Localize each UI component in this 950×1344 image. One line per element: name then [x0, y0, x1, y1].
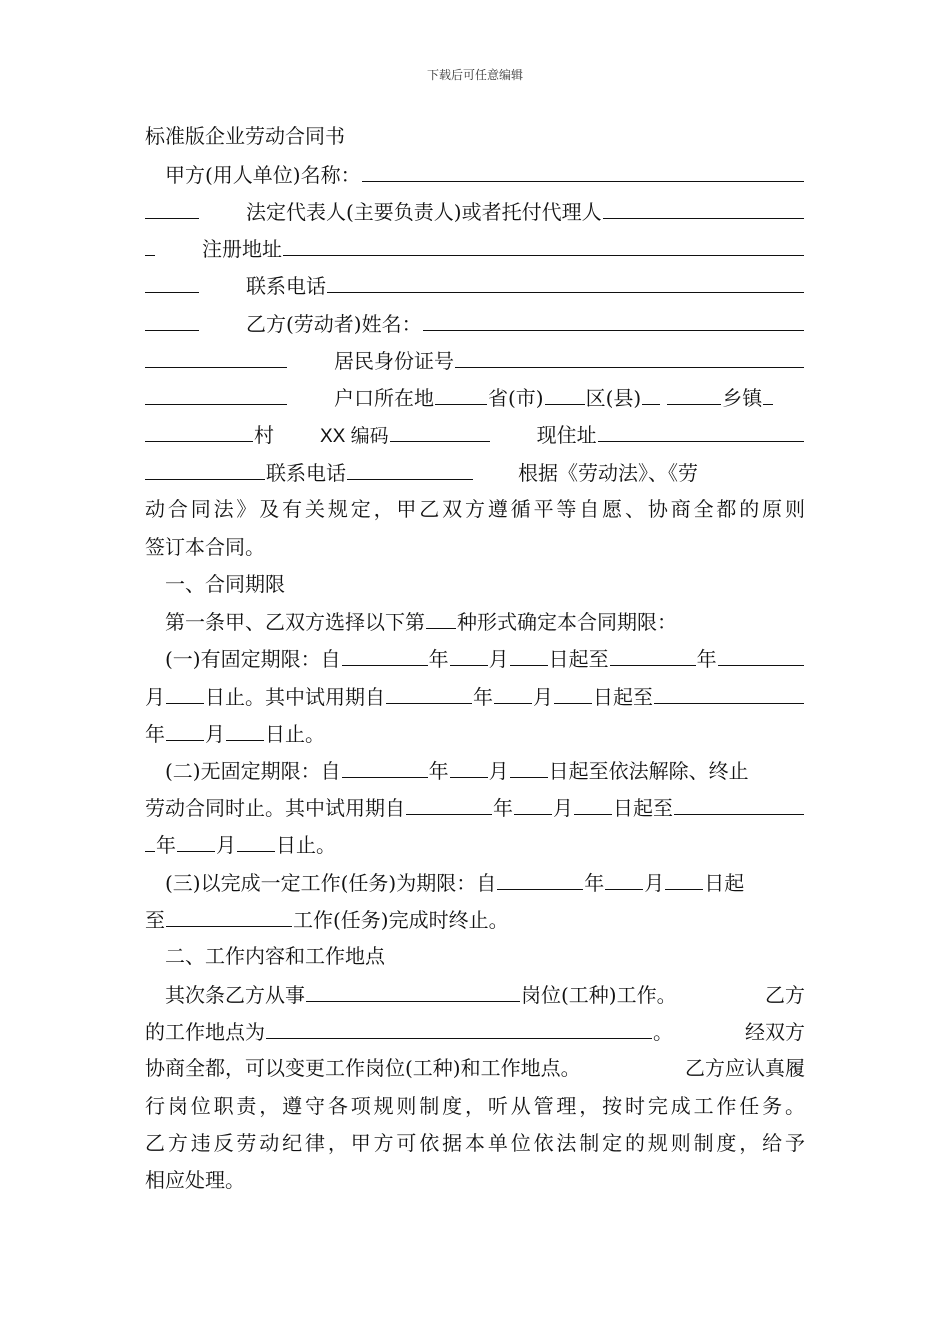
party-b-phone-label: 联系电话: [266, 461, 346, 485]
work-place-line: [145, 1017, 805, 1046]
blank[interactable]: [145, 383, 287, 405]
date-blank[interactable]: [610, 644, 696, 666]
date-blank[interactable]: [342, 756, 428, 778]
work-place-blank[interactable]: [266, 1017, 652, 1039]
preamble-line-3: 签订本合同。: [145, 535, 265, 559]
task-term-label: (三)以完成一定工作(任务)为期限：自: [165, 871, 497, 895]
blank[interactable]: [145, 197, 199, 219]
article-2-text-a: 其次条乙方从事: [165, 983, 305, 1007]
party-b-name-label: 乙方(劳动者)姓名：: [246, 312, 422, 336]
party-a-rep-line: [145, 197, 805, 226]
section-2-line-5: 乙方违反劳动纪律，甲方可依据本单位依法制定的规则制度，给予: [145, 1131, 805, 1155]
article-1-line: [145, 607, 805, 636]
date-blank[interactable]: [665, 868, 703, 890]
month-label: 月: [553, 796, 573, 820]
date-blank[interactable]: [237, 830, 275, 852]
section-1-heading: 一、合同期限: [165, 572, 285, 596]
party-b-phone-line: [145, 458, 805, 487]
section-2-line-3: [145, 1054, 805, 1082]
day-end-label: 日止。: [265, 722, 325, 746]
blank[interactable]: [642, 383, 660, 405]
day-from-label: 日起至: [613, 796, 673, 820]
province-blank[interactable]: [435, 383, 487, 405]
blank[interactable]: [145, 271, 199, 293]
month-label: 月: [533, 685, 553, 709]
party-a-phone-label: 联系电话: [246, 274, 326, 298]
village-label: 村: [254, 423, 274, 447]
work-place-text-c: 经双方: [745, 1020, 805, 1044]
year-label: 年: [156, 833, 176, 857]
party-a-address-label: 注册地址: [202, 237, 282, 261]
task-term-line-2: [145, 905, 805, 934]
day-from-short-label: 日起: [704, 871, 745, 895]
date-blank[interactable]: [386, 682, 472, 704]
year-label: 年: [584, 871, 605, 895]
blank[interactable]: [763, 383, 773, 405]
town-blank[interactable]: [667, 383, 721, 405]
date-blank[interactable]: [450, 644, 488, 666]
party-b-id-blank[interactable]: [455, 346, 804, 368]
current-address-label: 现住址: [536, 423, 597, 447]
day-end-label: 日止。: [276, 833, 336, 857]
unfixed-term-line-3: [145, 830, 805, 859]
date-blank[interactable]: [718, 644, 804, 666]
date-blank[interactable]: [510, 644, 548, 666]
party-a-rep-label: 法定代表人(主要负责人)或者托付代理人: [246, 200, 602, 224]
fixed-term-line-2: [145, 682, 805, 711]
date-blank[interactable]: [510, 756, 548, 778]
party-b-id-label: 居民身份证号: [334, 349, 454, 373]
form-choice-blank[interactable]: [426, 607, 456, 629]
party-a-phone-line: [145, 271, 805, 300]
article-2-line: [145, 980, 805, 1009]
month-label: 月: [488, 759, 509, 783]
province-label: 省(市): [488, 386, 544, 410]
fixed-term-line-3: [145, 719, 805, 748]
fixed-term-line-1: [145, 644, 805, 673]
party-b-name-line: [145, 309, 805, 338]
town-label: 乡镇: [722, 386, 763, 410]
party-a-address-blank[interactable]: [283, 234, 804, 256]
date-blank[interactable]: [177, 830, 215, 852]
page-header: 下载后可任意编辑: [426, 68, 523, 82]
unfixed-line-2-text: 劳动合同时止。其中试用期自: [145, 796, 405, 820]
district-blank[interactable]: [545, 383, 585, 405]
unfixed-end-label: 日起至依法解除、终止: [548, 759, 749, 783]
party-b-phone-blank[interactable]: [347, 458, 473, 480]
day-end-trial-label: 日止。其中试用期自: [205, 685, 385, 709]
date-blank[interactable]: [654, 682, 804, 704]
year-label: 年: [696, 647, 717, 671]
blank[interactable]: [145, 346, 287, 368]
party-a-address-line: [145, 234, 805, 263]
party-b-hukou-label: 户口所在地: [334, 386, 434, 410]
month-label: 月: [145, 685, 165, 709]
party-a-name-blank[interactable]: [362, 160, 804, 182]
blank[interactable]: [145, 309, 199, 331]
unfixed-term-label: (二)无固定期限：自: [165, 759, 341, 783]
party-a-phone-blank[interactable]: [327, 271, 804, 293]
village-blank[interactable]: [145, 420, 253, 442]
date-blank[interactable]: [497, 868, 583, 890]
section-2-line-6: 相应处理。: [145, 1168, 245, 1192]
postcode-label: XX 编码: [320, 426, 389, 447]
section-2-line-4: 行岗位职责，遵守各项规则制度，听从管理，按时完成工作任务。: [145, 1094, 805, 1118]
task-end-label: 工作(任务)完成时终止。: [293, 908, 509, 932]
day-from-label: 日起至: [548, 647, 609, 671]
date-blank[interactable]: [450, 756, 488, 778]
party-a-name-label: 甲方(用人单位)名称：: [165, 163, 361, 187]
month-label: 月: [488, 647, 509, 671]
blank[interactable]: [145, 458, 265, 480]
preamble-line-2: 动合同法》及有关规定，甲乙双方遵循平等自愿、协商全都的原则: [145, 497, 805, 521]
unfixed-term-line-2: [145, 793, 805, 822]
date-blank[interactable]: [166, 719, 204, 741]
month-label: 月: [205, 722, 225, 746]
date-blank[interactable]: [605, 868, 643, 890]
preamble-start: 根据《劳动法》、《劳: [518, 461, 698, 485]
period: 。: [653, 1020, 673, 1044]
article-1-text-a: 第一条甲、乙双方选择以下第: [165, 610, 425, 634]
month-label: 月: [644, 871, 665, 895]
year-label: 年: [428, 647, 449, 671]
article-1-text-b: 种形式确定本合同期限：: [457, 610, 677, 634]
date-blank[interactable]: [574, 793, 612, 815]
date-blank[interactable]: [514, 793, 552, 815]
date-blank[interactable]: [145, 830, 155, 852]
section-2-heading: 二、工作内容和工作地点: [165, 944, 385, 968]
task-to-label: 至: [145, 908, 165, 932]
current-address-blank[interactable]: [598, 420, 804, 442]
task-term-line-1: [145, 868, 805, 897]
party-b-village-line: [145, 420, 805, 451]
party-b-name-blank[interactable]: [423, 309, 804, 331]
district-label: 区(县): [585, 386, 642, 410]
year-label: 年: [145, 722, 165, 746]
year-label: 年: [493, 796, 513, 820]
party-a-rep-blank[interactable]: [603, 197, 804, 219]
document-title: 标准版企业劳动合同书: [145, 124, 345, 148]
party-a-name-line: [145, 160, 805, 189]
position-blank[interactable]: [306, 980, 520, 1002]
postcode-blank[interactable]: [390, 420, 490, 442]
task-blank[interactable]: [166, 905, 292, 927]
date-blank[interactable]: [226, 719, 264, 741]
blank[interactable]: [145, 234, 155, 256]
party-b-hukou-line: [145, 383, 805, 412]
date-blank[interactable]: [494, 682, 532, 704]
work-place-label: 的工作地点为: [145, 1020, 265, 1044]
month-label: 月: [216, 833, 236, 857]
day-from-label: 日起至: [593, 685, 653, 709]
article-2-text-b: 岗位(工种)工作。: [521, 983, 677, 1007]
section-2-line-3b: 乙方应认真履: [685, 1056, 805, 1080]
date-blank[interactable]: [342, 644, 428, 666]
section-2-line-3a: 协商全都，可以变更工作岗位(工种)和工作地点。: [145, 1056, 581, 1080]
unfixed-term-line-1: [145, 756, 805, 785]
date-blank[interactable]: [554, 682, 592, 704]
year-label: 年: [473, 685, 493, 709]
date-blank[interactable]: [166, 682, 204, 704]
fixed-term-label: (一)有固定期限：自: [165, 647, 341, 671]
year-label: 年: [428, 759, 449, 783]
party-b-id-line: [145, 346, 805, 375]
article-2-text-c: 乙方: [765, 983, 805, 1007]
date-blank[interactable]: [406, 793, 492, 815]
date-blank[interactable]: [674, 793, 804, 815]
